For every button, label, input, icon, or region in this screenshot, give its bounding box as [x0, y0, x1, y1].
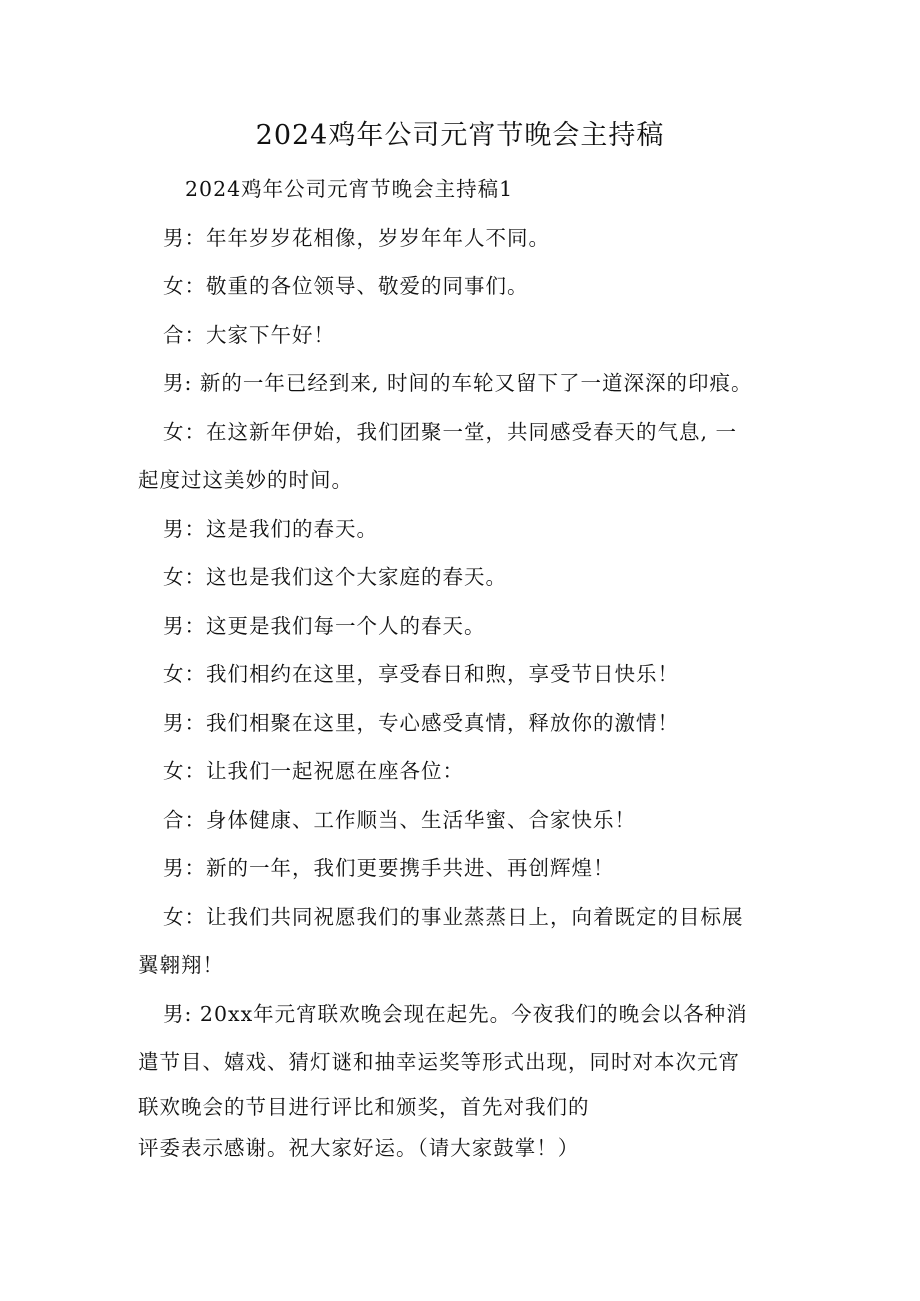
script-line-continuation: 联欢晚会的节目进行评比和颁奖，首先对我们的 [138, 1094, 590, 1119]
document-body [138, 165, 788, 1169]
script-line: 女：我们相约在这里，享受春日和煦，享受节日快乐！ [163, 662, 679, 686]
script-line: 女：这也是我们这个大家庭的春天。 [163, 565, 507, 589]
script-line: 合：大家下午好！ [163, 322, 335, 347]
script-line-continuation: 起度过这美妙的时间。 [138, 468, 353, 492]
script-line: 男: 新的一年已经到来, 时间的车轮又留下了一道深深的印痕。 [163, 371, 753, 395]
script-line-continuation: 翼翱翔！ [138, 953, 224, 977]
script-line: 男：这更是我们每一个人的春天。 [163, 613, 486, 638]
script-line: 女：让我们共同祝愿我们的事业蒸蒸日上，向着既定的目标展 [163, 904, 744, 929]
script-line: 男：年年岁岁花相像，岁岁年年人不同。 [163, 225, 550, 250]
document-title: 2024鸡年公司元宵节晚会主持稿 [255, 120, 665, 151]
script-line: 男: 20xx年元宵联欢晚会现在起先。今夜我们的晚会以各种消 [163, 1001, 748, 1026]
script-line: 男：新的一年，我们更要携手共进、再创辉煌！ [163, 856, 615, 880]
script-line: 女：在这新年伊始，我们团聚一堂，共同感受春天的气息, 一 [163, 419, 738, 444]
script-line: 女：敬重的各位领导、敬爱的同事们。 [163, 274, 529, 298]
script-line: 男：这是我们的春天。 [163, 516, 378, 541]
script-line-continuation: 遣节目、嬉戏、猜灯谜和抽幸运奖等形式出现，同时对本次元宵 [138, 1050, 740, 1074]
script-line: 男：我们相聚在这里，专心感受真情，释放你的激情！ [163, 710, 679, 735]
script-line: 合：身体健康、工作顺当、生活华蜜、合家快乐！ [163, 807, 636, 832]
script-line-continuation: 评委表示感谢。祝大家好运。（请大家鼓掌！） [138, 1135, 580, 1160]
document-subtitle: 2024鸡年公司元宵节晚会主持稿1 [185, 177, 514, 201]
script-line: 女：让我们一起祝愿在座各位： [163, 759, 464, 783]
